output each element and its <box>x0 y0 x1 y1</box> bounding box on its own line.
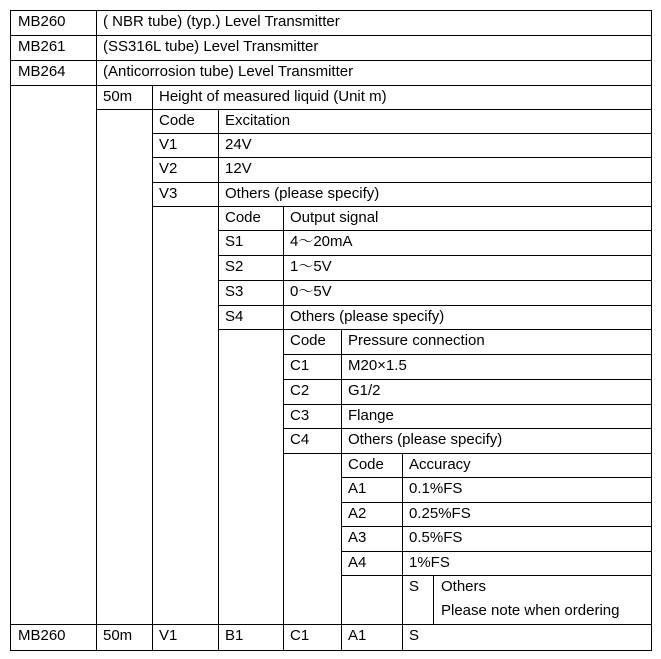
excitation-option-label: 24V <box>225 136 252 153</box>
accuracy-option-label: 0.25%FS <box>409 505 471 522</box>
connection-title: Pressure connection <box>348 332 485 349</box>
connection-option-label: Others (please specify) <box>348 431 503 448</box>
excitation-option-label: Others (please specify) <box>225 185 380 202</box>
excitation-option-code: V3 <box>159 185 178 202</box>
connection-option-label: G1/2 <box>348 382 381 399</box>
excitation-code-header: Code <box>159 112 195 129</box>
connection-code-header: Code <box>290 332 326 349</box>
example-connection: C1 <box>290 627 310 644</box>
output-option-code: S2 <box>225 258 244 275</box>
output-option-code: S1 <box>225 233 244 250</box>
connection-option-label: M20×1.5 <box>348 357 407 374</box>
accuracy-option-code: A4 <box>348 554 367 571</box>
output-option-code: S3 <box>225 283 244 300</box>
accuracy-option-code: A1 <box>348 480 367 497</box>
example-special: S <box>409 627 420 644</box>
model-code: MB260 <box>18 13 66 30</box>
connection-option-code: C1 <box>290 357 310 374</box>
accuracy-option-label: 0.1%FS <box>409 480 463 497</box>
example-model: MB260 <box>18 627 66 644</box>
connection-option-code: C2 <box>290 382 310 399</box>
example-output: B1 <box>225 627 244 644</box>
output-option-label: 0～5V <box>290 283 332 300</box>
output-option-label: Others (please specify) <box>290 308 445 325</box>
example-excitation: V1 <box>159 627 178 644</box>
range-code: 50m <box>103 88 133 105</box>
model-code: MB261 <box>18 38 66 55</box>
accuracy-option-code: A2 <box>348 505 367 522</box>
output-title: Output signal <box>290 209 379 226</box>
model-code: MB264 <box>18 63 66 80</box>
accuracy-code-header: Code <box>348 456 384 473</box>
accuracy-option-label: 0.5%FS <box>409 529 463 546</box>
excitation-option-code: V1 <box>159 136 178 153</box>
special-title: Others <box>441 578 487 595</box>
special-code: S <box>409 578 420 595</box>
excitation-title: Excitation <box>225 112 291 129</box>
output-option-code: S4 <box>225 308 244 325</box>
example-accuracy: A1 <box>348 627 367 644</box>
special-note: Please note when ordering <box>441 602 620 619</box>
output-option-label: 4～20mA <box>290 233 353 250</box>
example-range: 50m <box>103 627 133 644</box>
connection-option-label: Flange <box>348 407 394 424</box>
output-option-label: 1～5V <box>290 258 332 275</box>
accuracy-option-code: A3 <box>348 529 367 546</box>
connection-option-code: C4 <box>290 431 310 448</box>
accuracy-option-label: 1%FS <box>409 554 450 571</box>
range-description: Height of measured liquid (Unit m) <box>159 88 387 105</box>
connection-option-code: C3 <box>290 407 310 424</box>
model-description: (Anticorrosion tube) Level Transmitter <box>103 63 354 80</box>
excitation-option-label: 12V <box>225 160 252 177</box>
output-code-header: Code <box>225 209 261 226</box>
model-description: ( NBR tube) (typ.) Level Transmitter <box>103 13 340 30</box>
model-description: (SS316L tube) Level Transmitter <box>103 38 319 55</box>
excitation-option-code: V2 <box>159 160 178 177</box>
accuracy-title: Accuracy <box>409 456 471 473</box>
